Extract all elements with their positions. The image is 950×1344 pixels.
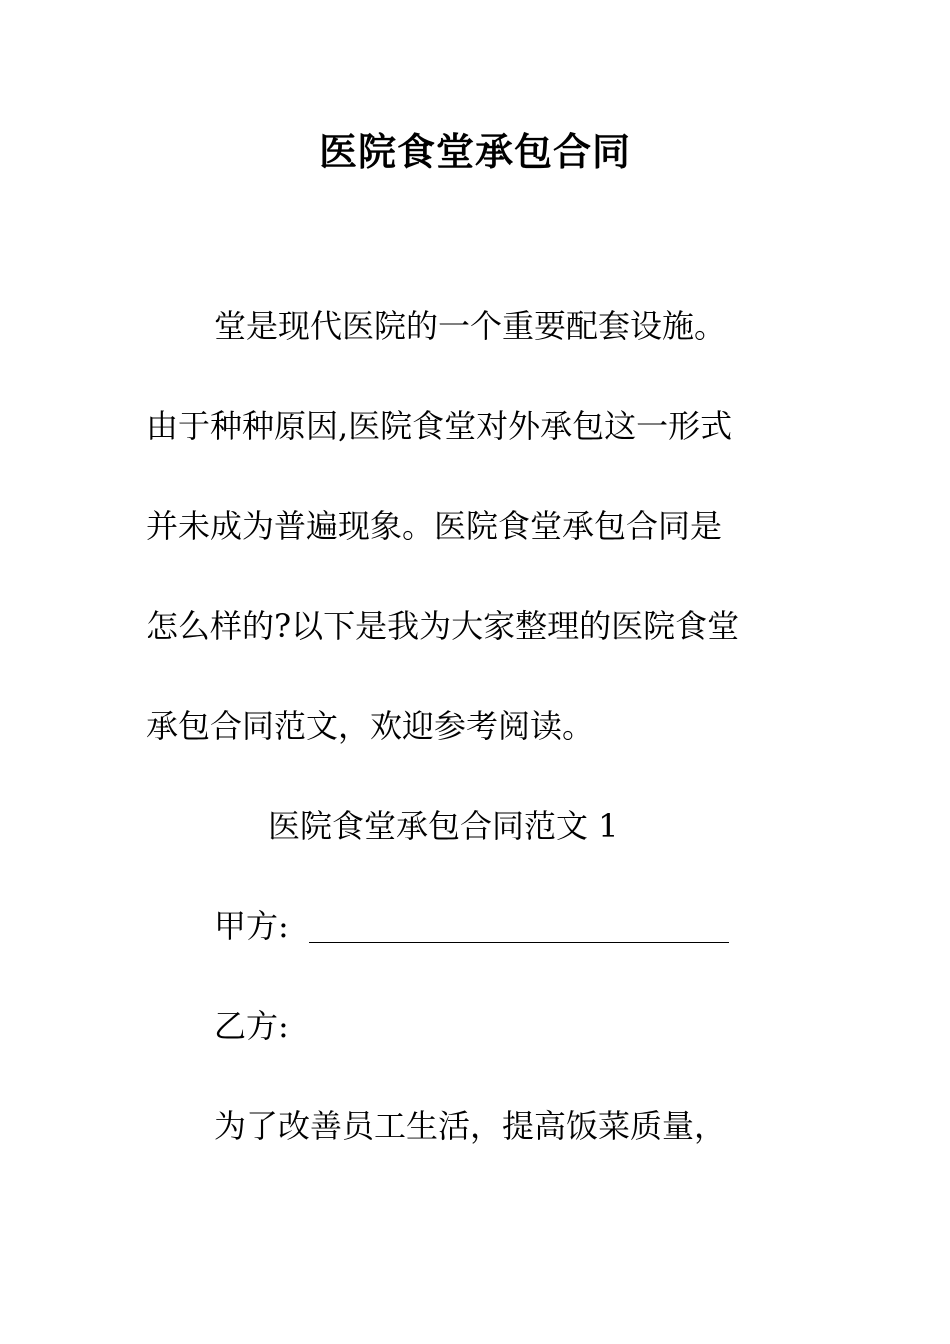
section-heading: 医院食堂承包合同范文 1 (268, 807, 619, 845)
intro-line-1: 堂是现代医院的一个重要配套设施。 (214, 307, 727, 345)
body-line: 为了改善员工生活，提高饭菜质量， (214, 1107, 727, 1145)
party-a-line (214, 904, 729, 948)
intro-line-4: 怎么样的?以下是我为大家整理的医院食堂 (146, 607, 740, 645)
intro-line-2: 由于种种原因,医院食堂对外承包这一形式 (146, 407, 733, 445)
document-title: 医院食堂承包合同 (318, 129, 631, 174)
party-a-label: 甲方: (214, 907, 289, 945)
party-a-blank (309, 912, 729, 943)
party-b-label: 乙方: (214, 1007, 289, 1045)
intro-line-5: 承包合同范文，欢迎参考阅读。 (146, 707, 595, 745)
intro-line-3: 并未成为普遍现象。医院食堂承包合同是 (146, 507, 723, 545)
